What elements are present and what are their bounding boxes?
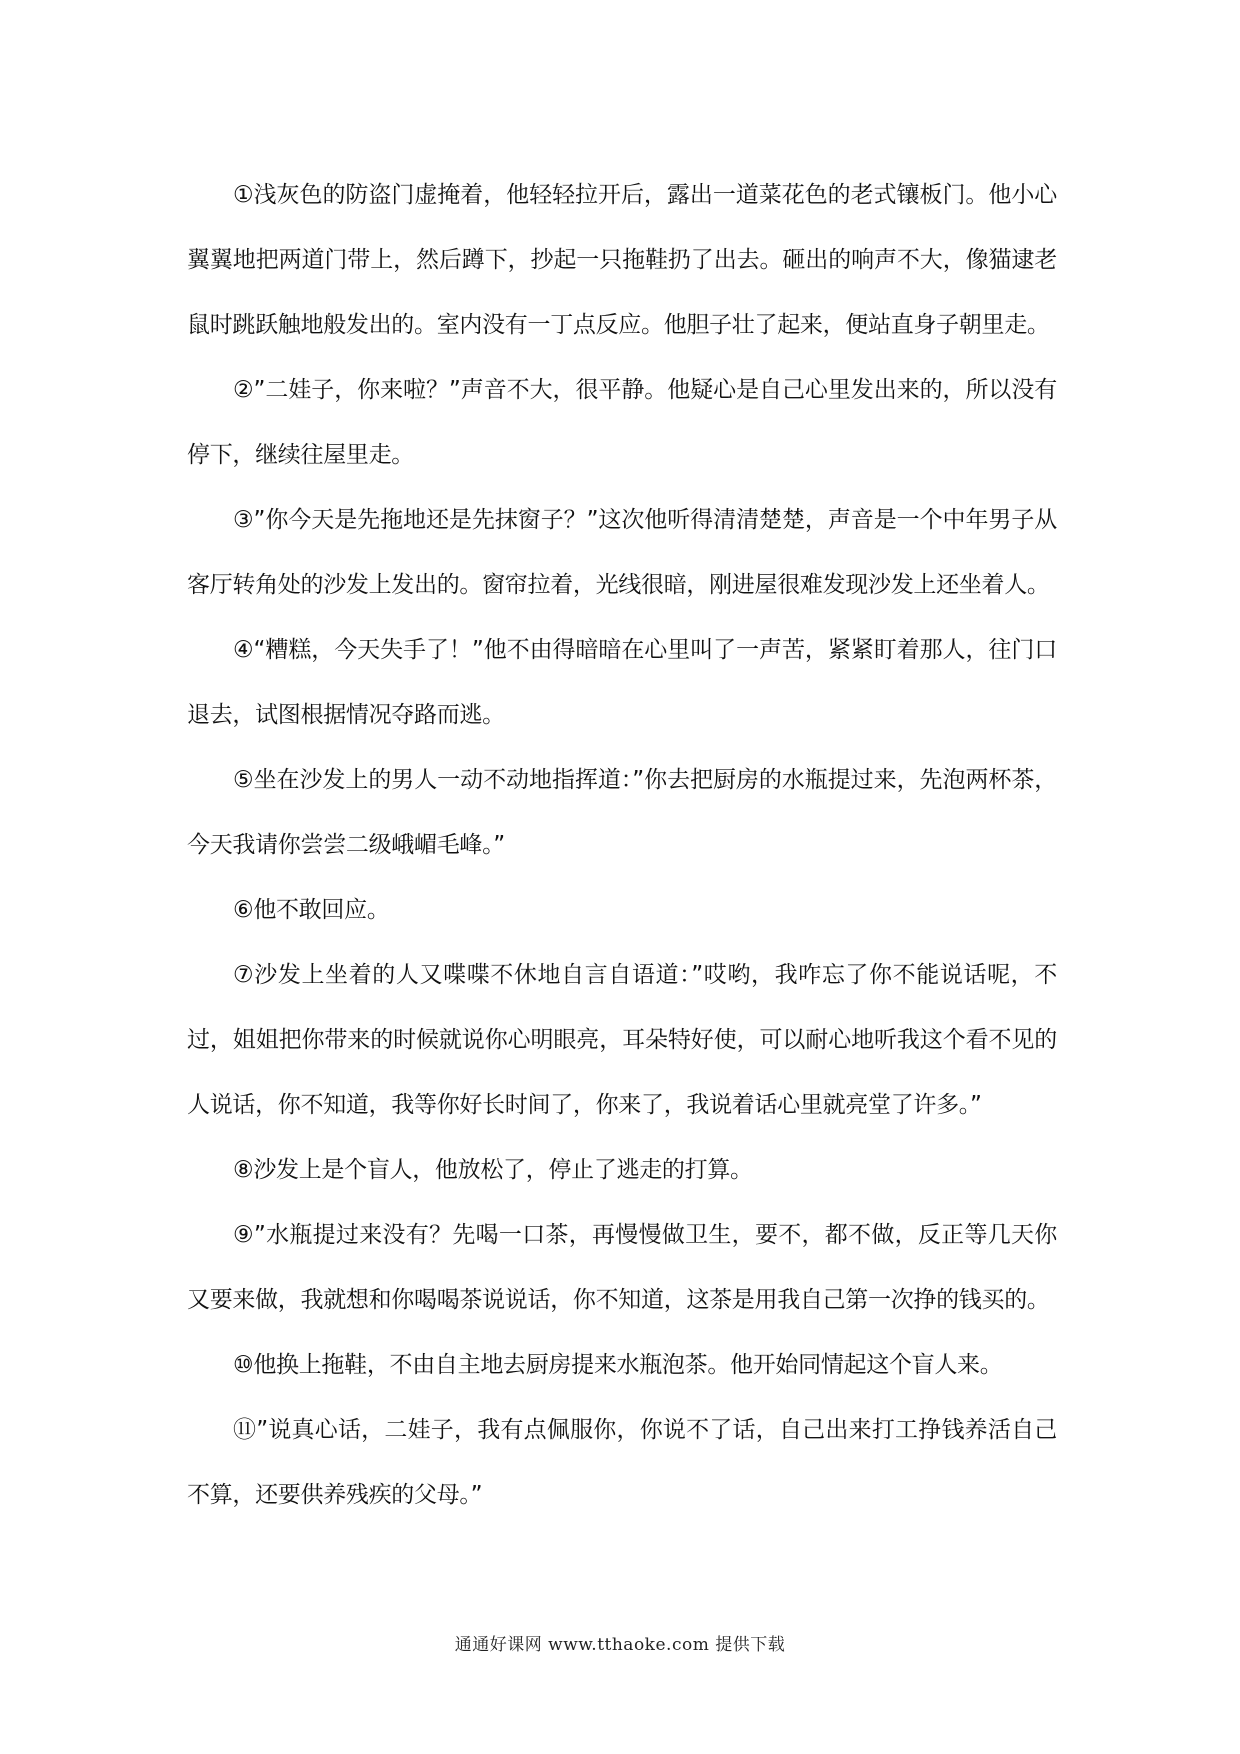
paragraph-9: ⑨”水瓶提过来没有？先喝一口茶，再慢慢做卫生，要不，都不做，反正等几天你又要来做，我就想和你喝喝茶说说话，你不知道，这茶是用我自己第一次挣的钱买的。 bbox=[187, 1222, 1057, 1313]
paragraph-10: ⑩他换上拖鞋，不由自主地去厨房提来水瓶泡茶。他开始同情起这个盲人来。 bbox=[233, 1352, 1003, 1378]
story-body bbox=[187, 163, 1057, 1528]
paragraph-6: ⑥他不敢回应。 bbox=[233, 897, 390, 923]
paragraph-11: ⑪”说真心话，二娃子，我有点佩服你，你说不了话，自己出来打工挣钱养活自己不算，还要供养残疾的父母。” bbox=[187, 1417, 1057, 1508]
paragraph-4: ④“糟糕，今天失手了！”他不由得暗暗在心里叫了一声苦，紧紧盯着那人，往门口退去，试图根据情况夺路而逃。 bbox=[187, 637, 1057, 728]
paragraph-8: ⑧沙发上是个盲人，他放松了，停止了逃走的打算。 bbox=[233, 1157, 753, 1183]
paragraph-7: ⑦沙发上坐着的人又喋喋不休地自言自语道：”哎哟，我咋忘了你不能说话呢，不过，姐姐把你带来的时候就说你心明眼亮，耳朵特好使，可以耐心地听我这个看不见的人说话，你不知道，我等你好长时间了，你来了，我说着话心里就亮堂了许多。” bbox=[187, 962, 1057, 1118]
paragraph-2: ②”二娃子，你来啦？”声音不大，很平静。他疑心是自己心里发出来的，所以没有停下，继续往屋里走。 bbox=[187, 377, 1057, 468]
paragraph-3: ③”你今天是先拖地还是先抹窗子？”这次他听得清清楚楚，声音是一个中年男子从客厅转角处的沙发上发出的。窗帘拉着，光线很暗，刚进屋很难发现沙发上还坐着人。 bbox=[187, 507, 1057, 598]
page-footer: 通通好课网 www.tthaoke.com 提供下载 bbox=[454, 1635, 786, 1655]
paragraph-1: ①浅灰色的防盗门虚掩着，他轻轻拉开后，露出一道菜花色的老式镶板门。他小心翼翼地把两道门带上，然后蹲下，抄起一只拖鞋扔了出去。砸出的响声不大，像猫逮老鼠时跳跃触地般发出的。室内没有一丁点反应。他胆子壮了起来，便站直身子朝里走。 bbox=[187, 182, 1057, 338]
paragraph-5: ⑤坐在沙发上的男人一动不动地指挥道：”你去把厨房的水瓶提过来，先泡两杯茶，今天我请你尝尝二级峨嵋毛峰。” bbox=[187, 767, 1057, 858]
